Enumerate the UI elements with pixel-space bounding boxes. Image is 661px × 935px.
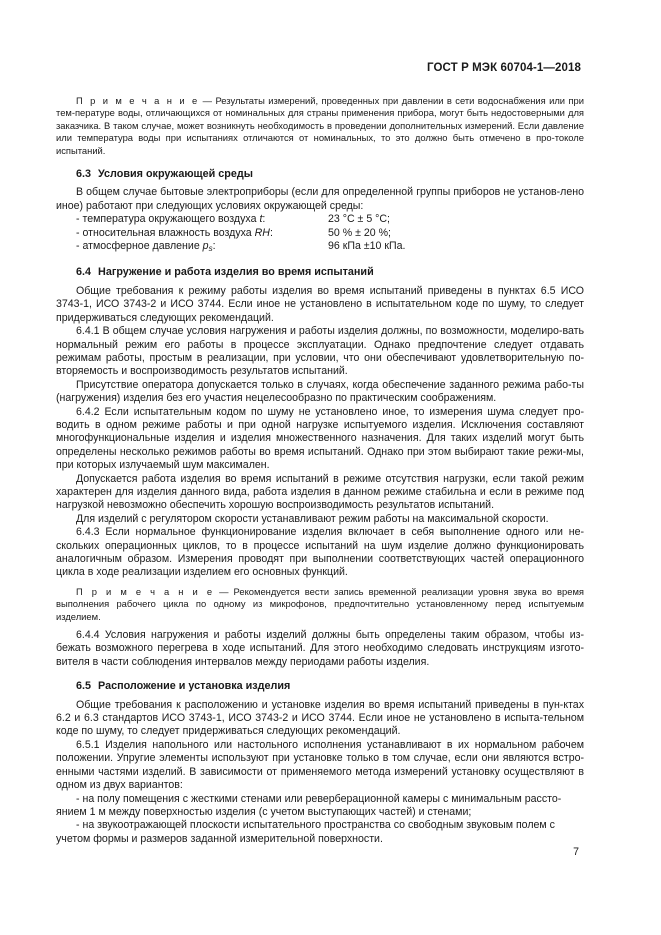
list-item-label: - температура окружающего воздуха t: xyxy=(76,213,266,226)
list-item xyxy=(56,227,584,240)
bullet-item: - на полу помещения с жесткими стенами или реверберационной камеры с минимальным рассто- xyxy=(76,792,562,805)
list-item xyxy=(56,240,584,255)
list-item xyxy=(56,213,584,226)
document-header: ГОСТ Р МЭК 60704-1—2018 xyxy=(427,62,581,74)
paragraph: Присутствие оператора допускается только в случаях, когда обеспечение заданного режима рабо-ты (нагружения) изделия без его участия нецелесообразно по практическим соображениям. xyxy=(56,378,584,405)
note-paragraph xyxy=(56,95,584,157)
page-number: 7 xyxy=(573,846,579,858)
list-item-value: 23 °C ± 5 °C; xyxy=(328,213,390,226)
section-heading-6-3 xyxy=(76,168,584,181)
section-title: Условия окружающей среды xyxy=(98,168,253,181)
paragraph: 6.4.1 В общем случае условия нагружения и работы изделия должны, по возможности, моделиро-вать нормальный режим его работы в процессе эксплуатации. Однако предпочтение следует отдавать режимам работы, простым в реализации, при условии, что они обеспечивают удовлетворительную по-вторяемость и воспроизводимость результатов испытаний. xyxy=(56,325,584,378)
bullet-item: - на звукоотражающей плоскости испытательного пространства со свободным звуковым полем с xyxy=(76,819,555,832)
document-body xyxy=(56,95,584,846)
note-text: — Рекомендуется вести запись временной реализации уровня звука во время выполнения рабочего цикла по одному из микрофонов, предпочтительно установленному перед испытуемым изделием. xyxy=(56,585,584,622)
note-paragraph xyxy=(56,586,584,623)
section-number: 6.4 xyxy=(76,266,92,279)
note-text: — Результаты измерений, проведенных при давлении в сети водоснабжения или при тем-пературе воды, отличающихся от номинальных для страны применения прибора, могут быть недостоверными для заказчика. В таком случае, может возникнуть необходимость в проведении дополнительных измерений. Если давление или температура воды при испытаниях отличаются от номинальных, то это должно быть отмечено в про-токоле испытаний. xyxy=(56,95,584,156)
paragraph: Общие требования к режиму работы изделия во время испытаний приведены в пунктах 6.5 ИСО 3743-1, ИСО 3743-2 и ИСО 3744. Если иное не установлено в испытательном коде по шуму, то следует придерживаться следующих рекомендаций. xyxy=(56,284,584,324)
list-item-label: - относительная влажность воздуха RH: xyxy=(76,226,273,239)
paragraph: 6.4.2 Если испытательным кодом по шуму не установлено иное, то измерения шума следует про-водить в одном режиме работы и при одной нагрузке испытуемого изделия. Исключения составляют многофункциональные изделия и изделия множественного назначения. Для таких изделий могут быть определены несколько режимов работы во время испытаний. Однако при этом выбирают такие режи-мы, при которых излучаемый шум максимален. xyxy=(56,405,584,472)
list-item-label: - атмосферное давление $p_s$: xyxy=(76,240,216,254)
note-label: П р и м е ч а н и е xyxy=(76,585,215,597)
section-title: Расположение и установка изделия xyxy=(98,680,291,693)
section-heading-6-5 xyxy=(76,680,584,693)
paragraph: Общие требования к расположению и установке изделия во время испытаний приведены в пун-ктах 6.2 и 6.3 стандартов ИСО 3743-1, ИСО 3743-2 и ИСО 3744. Если иное не установлено в испыта-тельном коде по шуму, то следует придерживаться следующих рекомендаций. xyxy=(56,698,584,738)
list-item-value: 50 % ± 20 %; xyxy=(328,226,391,239)
section-title: Нагружение и работа изделия во время испытаний xyxy=(98,266,374,279)
paragraph: В общем случае бытовые электроприборы (если для определенной группы приборов не установ-лено иное) работают при следующих условиях окружающей среды: xyxy=(56,186,584,212)
paragraph: Для изделий с регулятором скорости устанавливают режим работы на максимальной скорости. xyxy=(76,512,549,525)
bullet-continuation: янием 1 м между поверхностью изделия (с учетом выступающих частей) и стенами; xyxy=(56,805,472,818)
bullet-continuation: учетом формы и размеров заданной измерительной поверхности. xyxy=(56,832,383,845)
note-label: П р и м е ч а н и е xyxy=(76,95,200,106)
paragraph: Допускается работа изделия во время испытаний в режиме отсутствия нагрузки, если такой режим характерен для изделия данного вида, работа изделия в данном режиме стабильна и если в режиме под нагрузкой невозможно обеспечить хорошую воспроизводимость результатов испытаний. xyxy=(56,472,584,512)
section-number: 6.3 xyxy=(76,168,92,181)
section-heading-6-4 xyxy=(76,266,584,279)
list-item-value: 96 кПа ±10 кПа. xyxy=(328,240,406,253)
paragraph: 6.4.4 Условия нагружения и работы изделий должны быть определены таким образом, чтобы из-бежать возможного перегрева в ходе испытаний. Для этого необходимо следовать инструкциям изгото-вителя в части соблюдения интервалов между периодами работы изделия. xyxy=(56,629,584,668)
section-number: 6.5 xyxy=(76,680,92,693)
paragraph: 6.5.1 Изделия напольного или настольного исполнения устанавливают в их нормальном рабочем положении. Упругие элементы используют при установке только в том случае, если они являются встро-енными частями изделий. В зависимости от применяемого метода измерений установку осуществляют в одном из двух вариантов: xyxy=(56,738,584,792)
paragraph: 6.4.3 Если нормальное функционирование изделия включает в себя выполнение одного или не-скольких операционных циклов, то в процессе испытаний на шум изделие должно функционировать аналогичным образом. Измерения проводят при выполнении соответствующих частей операционного цикла в ходе реализации изделием его основных функций. xyxy=(56,526,584,579)
